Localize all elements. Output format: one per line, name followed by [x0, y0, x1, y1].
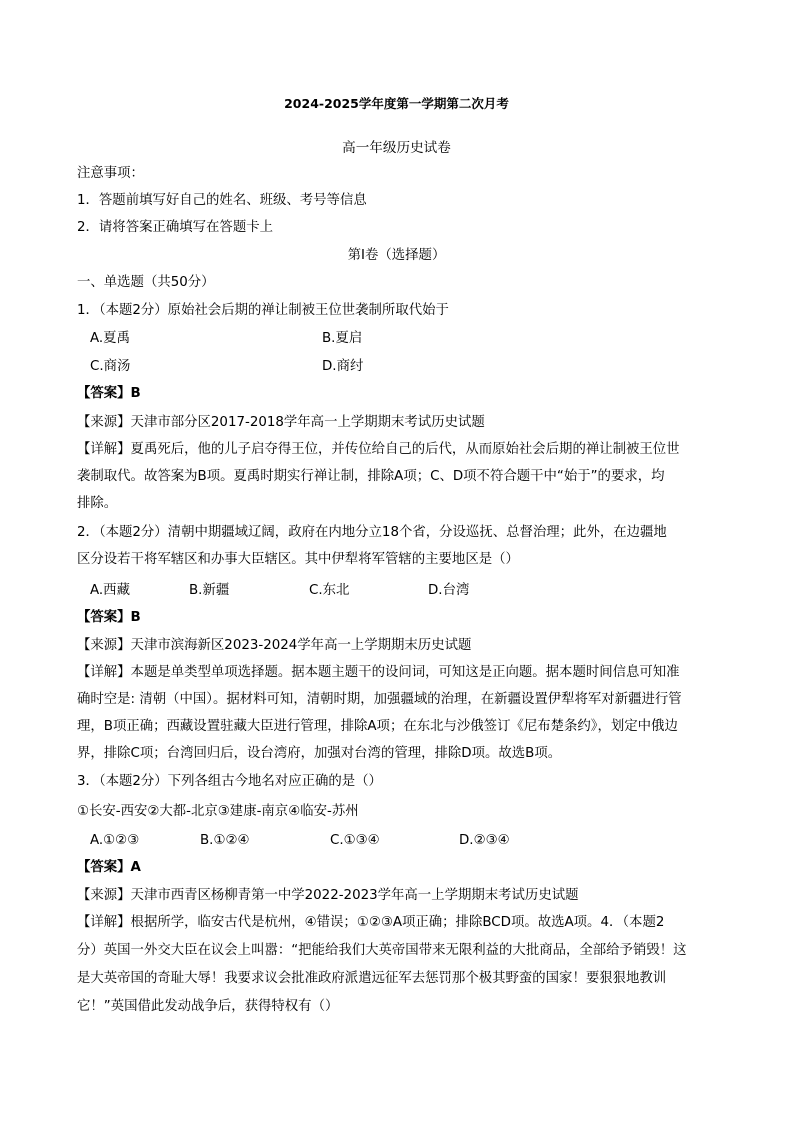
- q1-answer: 【答案】B: [77, 386, 141, 401]
- section-part: 一、单选题（共50分）: [77, 275, 215, 290]
- q1-option-b: B.夏启: [322, 331, 363, 346]
- q3-option-c: C.①③④: [330, 833, 380, 848]
- q2-stem-line-2: 区分设若干将军辖区和办事大臣辖区。其中伊犁将军管辖的主要地区是（）: [77, 552, 519, 567]
- q1-source: 【来源】天津市部分区2017-2018学年高一上学期期末考试历史试题: [77, 415, 485, 430]
- q1-detail-line-2: 袭制取代。故答案为B项。夏禹时期实行禅让制，排除A项；C、D项不符合题干中“始于”的要求，均: [77, 469, 665, 484]
- q3-detail-line-2: 分）英国一外交大臣在议会上叫嚣：“把能给我们大英帝国带来无限利益的大批商品，全部给予销毁！这: [77, 943, 687, 958]
- q3-option-b: B.①②④: [200, 833, 250, 848]
- q2-source: 【来源】天津市滨海新区2023-2024学年高一上学期期末历史试题: [77, 638, 472, 653]
- q3-answer: 【答案】A: [77, 860, 141, 875]
- q2-detail-line-2: 确时空是: 清朝（中国）。据材料可知，清朝时期，加强疆域的治理，在新疆设置伊犁将军对新疆进行管: [77, 692, 682, 707]
- q2-detail-line-3: 理，B项正确；西藏设置驻藏大臣进行管理，排除A项；在东北与沙俄签订《尼布楚条约》，划定中俄边: [77, 719, 678, 734]
- q1-option-a: A.夏禹: [90, 331, 130, 346]
- q1-option-c: C.商汤: [90, 359, 131, 374]
- q2-stem-line-1: 2．（本题2分）清朝中期疆域辽阔，政府在内地分立18个省，分设巡抚、总督治理；此外，在边疆地: [77, 525, 667, 540]
- q2-option-a: A.西藏: [90, 583, 130, 598]
- q2-detail-line-1: 【详解】本题是单类型单项选择题。据本题主题干的设问词，可知这是正向题。据本题时间信息可知准: [77, 665, 680, 680]
- q2-option-b: B.新疆: [189, 583, 230, 598]
- q2-option-c: C.东北: [309, 583, 350, 598]
- q3-option-a: A.①②③: [90, 833, 140, 848]
- q1-stem: 1．（本题2分）原始社会后期的禅让制被王位世袭制所取代始于: [77, 303, 449, 318]
- section-title: 第I卷（选择题）: [347, 248, 446, 263]
- q3-list: ①长安-西安②大都-北京③建康-南京④临安-苏州: [77, 804, 359, 819]
- q2-detail-line-4: 界，排除C项；台湾回归后，设台湾府，加强对台湾的管理，排除D项。故选B项。: [77, 746, 562, 761]
- exam-title: 2024-2025学年度第一学期第二次月考: [284, 96, 509, 111]
- q3-stem: 3．（本题2分）下列各组古今地名对应正确的是（）: [77, 774, 382, 789]
- notice-item-2: 2．请将答案正确填写在答题卡上: [77, 220, 273, 235]
- q1-detail-line-1: 【详解】夏禹死后，他的儿子启夺得王位，并传位给自己的后代，从而原始社会后期的禅让制被王位世: [77, 442, 680, 457]
- q3-detail-line-3: 是大英帝国的奇耻大辱！我要求议会批准政府派遣远征军去惩罚那个极其野蛮的国家！要狠狠地教训: [77, 971, 667, 986]
- q2-option-d: D.台湾: [428, 583, 470, 598]
- notice-item-1: 1．答题前填写好自己的姓名、班级、考号等信息: [77, 193, 367, 208]
- exam-subtitle: 高一年级历史试卷: [342, 140, 451, 156]
- q3-option-d: D.②③④: [459, 833, 510, 848]
- q3-detail-line-4: 它！”英国借此发动战争后，获得特权有（）: [77, 999, 339, 1014]
- q3-source: 【来源】天津市西青区杨柳青第一中学2022-2023学年高一上学期期末考试历史试题: [77, 888, 579, 903]
- q2-answer: 【答案】B: [77, 610, 141, 625]
- notice-heading: 注意事项：: [77, 166, 144, 181]
- q1-detail-line-3: 排除。: [77, 496, 118, 511]
- q3-detail-line-1: 【详解】根据所学，临安古代是杭州，④错误；①②③A项正确；排除BCD项。故选A项。4．（本题2: [77, 915, 665, 930]
- q1-option-d: D.商纣: [322, 359, 364, 374]
